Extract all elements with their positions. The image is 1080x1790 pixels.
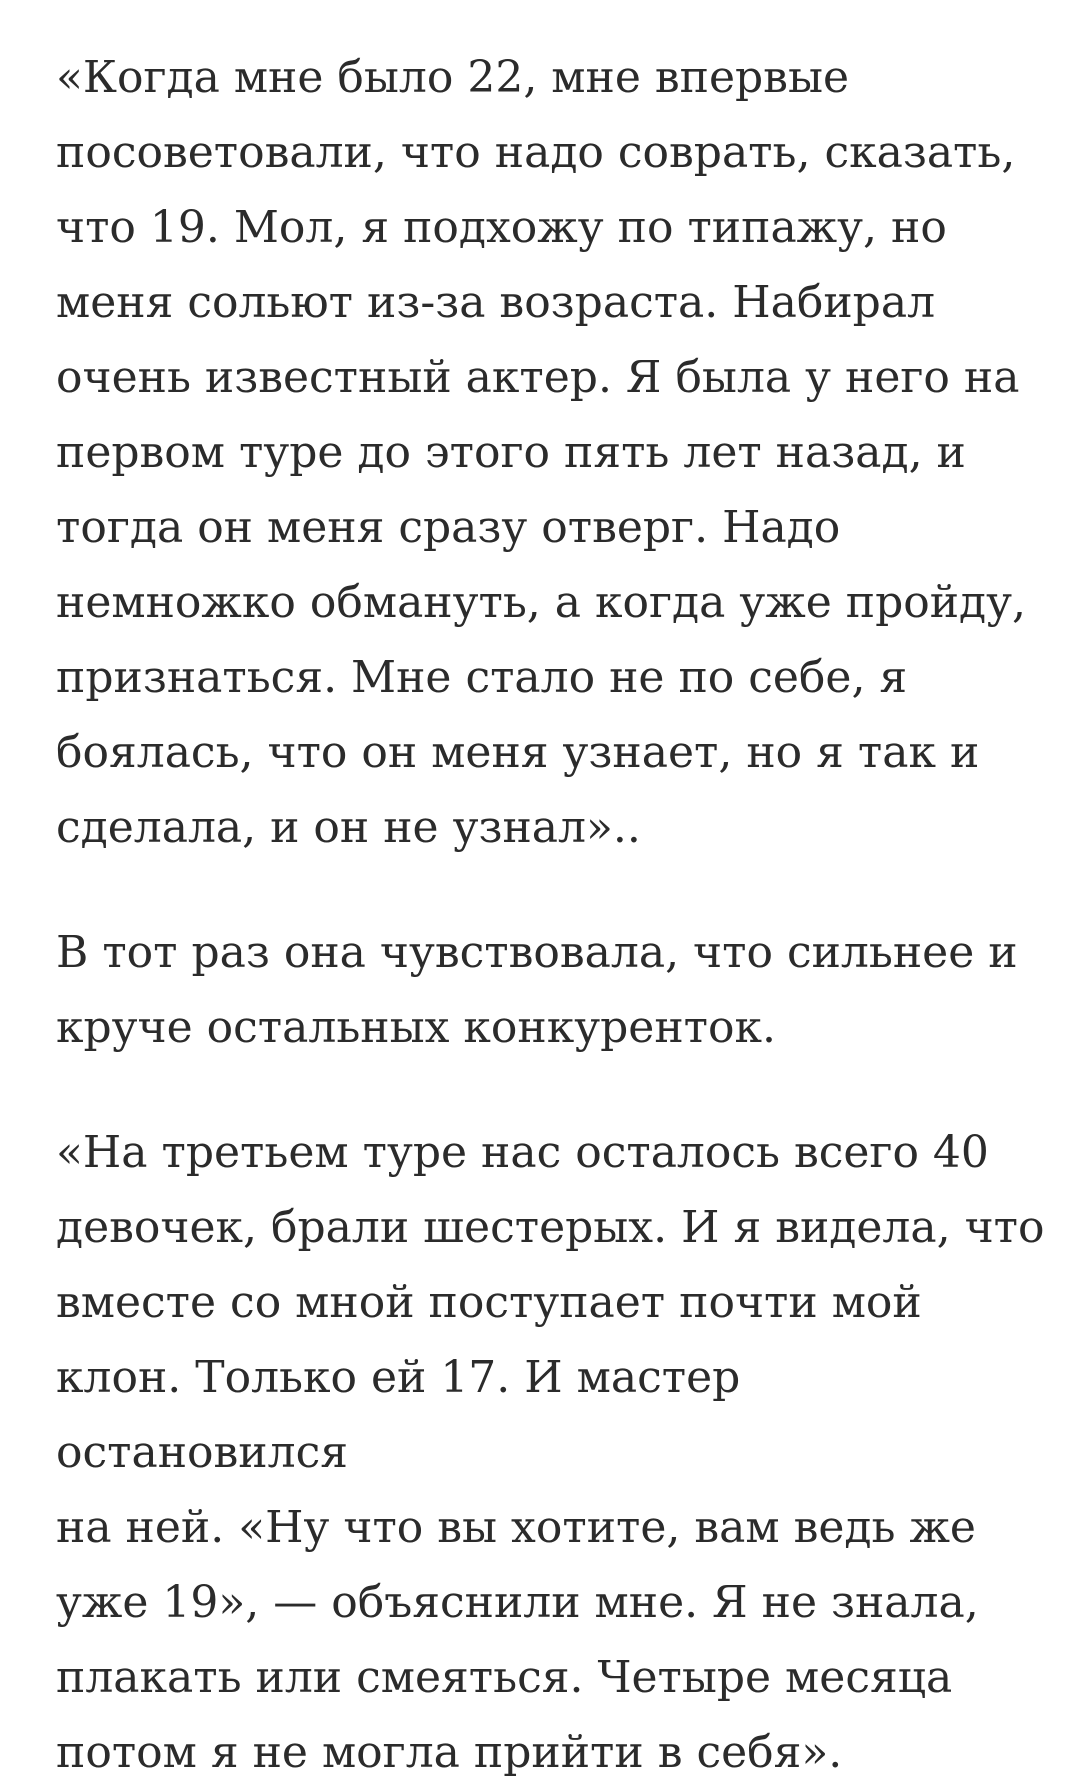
article-paragraph: «Когда мне было 22, мне впервые посоветовали, что надо соврать, сказать, что 19. Мол, я подхожу по типажу, но меня сольют из-за возраста. Набирал очень известный актер. Я была у него на первом туре до этого пять лет назад, и тогда он меня сразу отверг. Надо немножко обмануть, а когда уже пройду, признаться. Мне стало не по себе, я боялась, что он меня узнает, но я так и сделала, и он не узнал».. — [56, 52, 1027, 853]
article-paragraph: «На третьем туре нас осталось всего 40 девочек, брали шестерых. И я видела, что вместе со мной поступает почти мой клон. Только ей 17. И мастер остановился на ней. «Ну что вы хотите, вам ведь же уже 19», — объяснили мне. Я не знала, плакать или смеяться. Четыре месяца потом я не могла прийти в себя». — [56, 1127, 1045, 1778]
article-body — [56, 40, 1046, 1790]
article-paragraph: В тот раз она чувствовала, что сильнее и круче остальных конкурентoк. — [56, 927, 1018, 1053]
